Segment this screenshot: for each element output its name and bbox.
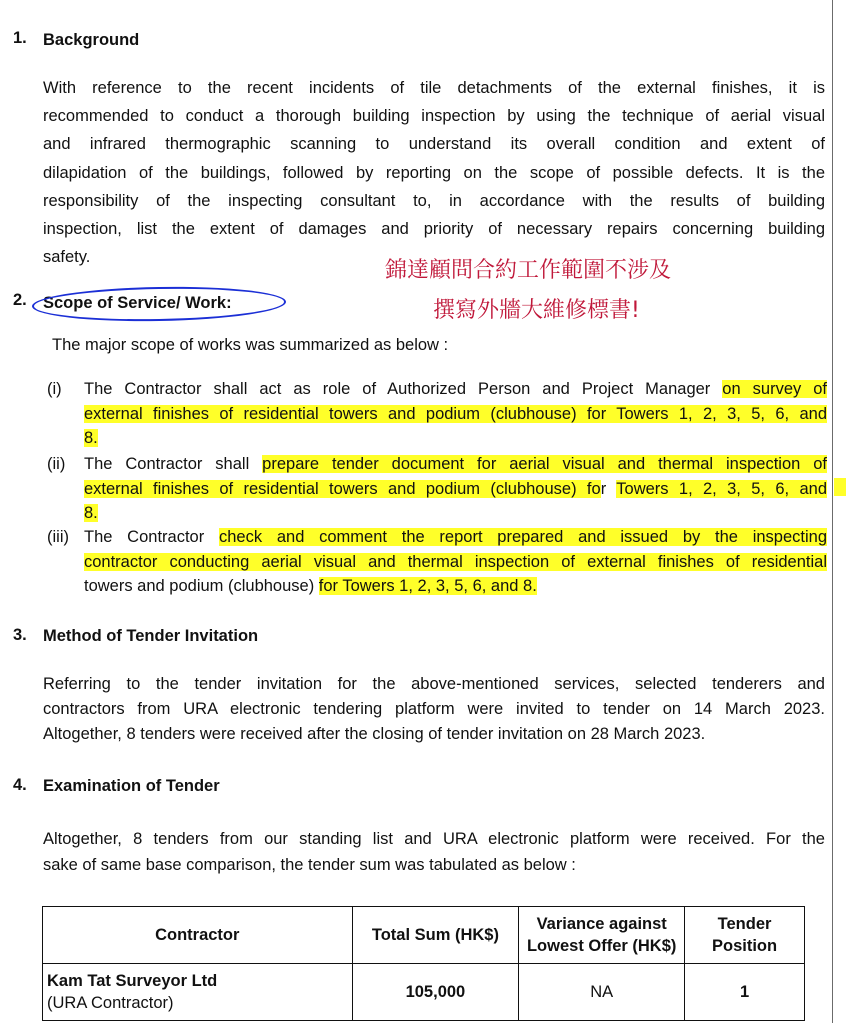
header-variance-line-2: Lowest Offer (HK$) — [526, 937, 677, 955]
highlight-mark — [834, 478, 846, 496]
item-text: towers and podium (clubhouse) — [84, 577, 319, 595]
highlighted-text: 8. — [84, 504, 98, 522]
section-number: 4. — [13, 776, 27, 794]
paragraph-line: safety. — [43, 248, 91, 267]
scope-intro: The major scope of works was summarized as below : — [52, 336, 449, 354]
header-contractor: Contractor — [43, 907, 353, 964]
item-label: (iii) — [47, 528, 69, 546]
table-row — [43, 964, 805, 1021]
method-paragraph — [43, 672, 825, 746]
section-heading-method: Method of Tender Invitation — [43, 627, 259, 645]
paragraph-line: Altogether, 8 tenders from our standing list and URA electronic platform were received. For the — [43, 830, 825, 848]
section-heading-scope: Scope of Service/ Work: — [43, 294, 232, 312]
highlighted-text: contractor conducting aerial visual and thermal inspection of external finishes of residential — [84, 552, 827, 571]
paragraph-line: recommended to conduct a thorough building inspection by using the technique of aerial visual — [43, 107, 825, 126]
section-heading-examination: Examination of Tender — [43, 777, 220, 795]
paragraph-line: inspection, list the extent of damages and priority of necessary repairs concerning building — [43, 220, 825, 239]
paragraph-line: With reference to the recent incidents of tile detachments of the external finishes, it is — [43, 79, 825, 97]
total-sum-cell: 105,000 — [352, 964, 519, 1021]
header-position-line-2: Position — [712, 937, 778, 955]
scope-item-3 — [47, 525, 827, 599]
variance-cell: NA — [519, 964, 685, 1021]
highlighted-text: external finishes of residential towers and podium (clubhouse) fo — [84, 479, 601, 498]
item-text: The Contractor shall — [84, 455, 263, 473]
section-number: 1. — [13, 29, 27, 47]
section-number: 2. — [13, 291, 27, 309]
section-number: 3. — [13, 626, 27, 644]
paragraph-line: Altogether, 8 tenders were received after the closing of tender invitation on 28 March 2023. — [43, 724, 706, 743]
highlighted-text: Towers 1, 2, 3, 5, 6, and — [616, 479, 828, 498]
item-label: (i) — [47, 380, 62, 398]
paragraph-line: Referring to the tender invitation for the above-mentioned services, selected tenderers and — [43, 675, 825, 693]
header-position-line-1: Tender — [717, 915, 772, 933]
highlighted-text: prepare tender document for aerial visual and thermal inspection of — [262, 455, 827, 473]
scope-item-2 — [47, 452, 827, 526]
contractor-cell — [43, 964, 353, 1021]
paragraph-line: sake of same base comparison, the tender sum was tabulated as below : — [43, 856, 576, 874]
item-body — [84, 377, 827, 451]
item-text: The Contractor shall act as role of Authorized Person and Project Manager — [84, 380, 723, 398]
highlighted-text: on survey of — [722, 380, 827, 398]
paragraph-line: responsibility of the inspecting consultant to, in accordance with the results of building — [43, 191, 825, 210]
section-heading-background: Background — [43, 31, 140, 49]
scope-item-1 — [47, 377, 827, 451]
item-body — [84, 452, 827, 526]
header-total-sum: Total Sum (HK$) — [352, 907, 519, 964]
header-position — [685, 907, 805, 964]
contractor-note: (URA Contractor) — [47, 994, 174, 1012]
paragraph-line: contractors from URA electronic tendering platform were invited to tender on 14 March 2023. — [43, 699, 825, 718]
background-paragraph — [43, 74, 825, 271]
highlighted-text: for Towers 1, 2, 3, 5, 6, and 8. — [318, 577, 537, 595]
position-cell: 1 — [685, 964, 805, 1021]
annotation-line-2: 撰寫外牆大維修標書! — [433, 298, 640, 323]
tender-table — [42, 906, 805, 1021]
header-variance — [519, 907, 685, 964]
highlighted-text: 8. — [84, 429, 98, 447]
item-label: (ii) — [47, 455, 66, 473]
item-text: The Contractor — [84, 528, 219, 546]
paragraph-line: and infrared thermographic scanning to understand its overall condition and extent of — [43, 135, 825, 154]
contractor-name: Kam Tat Surveyor Ltd — [47, 972, 218, 990]
header-variance-line-1: Variance against — [536, 915, 667, 933]
item-body — [84, 525, 827, 599]
highlighted-text: external finishes of residential towers and podium (clubhouse) for Towers 1, 2, 3, 5, 6, and — [84, 404, 827, 423]
examination-paragraph — [43, 826, 825, 878]
table-header-row — [43, 907, 805, 964]
item-text: r — [600, 479, 617, 498]
highlighted-text: check and comment the report prepared and issued by the inspecting — [218, 528, 827, 546]
paragraph-line: dilapidation of the buildings, followed by reporting on the scope of possible defects. It is the — [43, 163, 825, 182]
annotation-line-1: 錦達顧問合約工作範圍不涉及 — [385, 258, 672, 283]
